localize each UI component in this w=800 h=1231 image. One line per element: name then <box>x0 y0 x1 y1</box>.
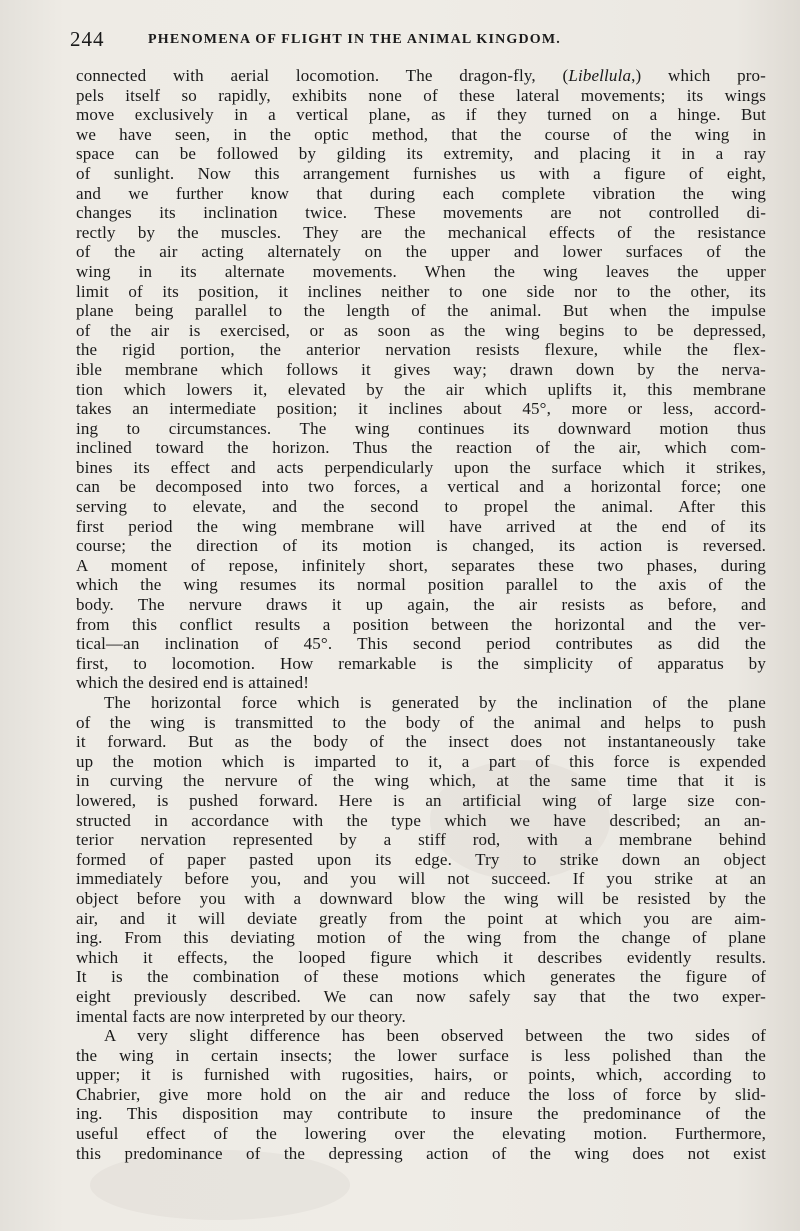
text-line: inclined toward the horizon. Thus the reaction of the air, which com- <box>76 438 766 458</box>
text-line: move exclusively in a vertical plane, as if they turned on a hinge. But <box>76 105 766 125</box>
text-line: air, and it will deviate greatly from the point at which you are aim- <box>76 908 766 928</box>
text-line: tion which lowers it, elevated by the air which uplifts it, this membrane <box>76 379 766 399</box>
text-line: in curving the nervure of the wing which, at the same time that it is <box>76 771 766 791</box>
text-line: object before you with a downward blow the wing will be resisted by the <box>76 888 766 908</box>
text-line: the wing in certain insects; the lower surface is less polished than the <box>76 1045 766 1065</box>
text-line: structed in accordance with the type which we have described; an an- <box>76 810 766 830</box>
body-text <box>76 66 766 1163</box>
text-line: of sunlight. Now this arrangement furnishes us with a figure of eight, <box>76 163 766 183</box>
italic-genus-name: Libellula <box>568 66 632 85</box>
text-line: ing. From this deviating motion of the wing from the change of plane <box>76 928 766 948</box>
text-line: bines its effect and acts perpendicularly upon the surface which it strikes, <box>76 457 766 477</box>
text-line: course; the direction of its motion is changed, its action is reversed. <box>76 536 766 556</box>
text-line: first, to locomotion. How remarkable is the simplicity of apparatus by <box>76 653 766 673</box>
page-number: 244 <box>70 27 105 51</box>
text-line: wing in its alternate movements. When the wing leaves the upper <box>76 261 766 281</box>
text-line: from this conflict results a position between the horizontal and the ver- <box>76 614 766 634</box>
text-line: formed of paper pasted upon its edge. Try to strike down an object <box>76 849 766 869</box>
text-line: which the wing resumes its normal position parallel to the axis of the <box>76 575 766 595</box>
text-line: lowered, is pushed forward. Here is an artificial wing of large size con- <box>76 790 766 810</box>
text-line: A moment of repose, infinitely short, separates these two phases, during <box>76 555 766 575</box>
text-line: of the air acting alternately on the upper and lower surfaces of the <box>76 242 766 262</box>
text-line: Chabrier, give more hold on the air and reduce the loss of force by slid- <box>76 1084 766 1104</box>
page-header <box>70 27 770 57</box>
text-line: space can be followed by gilding its extremity, and placing it in a ray <box>76 144 766 164</box>
text-line: serving to elevate, and the second to propel the animal. After this <box>76 497 766 517</box>
text-line: of the air is exercised, or as soon as the wing begins to be depressed, <box>76 320 766 340</box>
text-line: terior nervation represented by a stiff rod, with a membrane behind <box>76 830 766 850</box>
text-line: upper; it is furnished with rugosities, hairs, or points, which, according to <box>76 1065 766 1085</box>
text-line: of the wing is transmitted to the body of the animal and helps to push <box>76 712 766 732</box>
text-line: can be decomposed into two forces, a vertical and a horizontal force; one <box>76 477 766 497</box>
text-line: pels itself so rapidly, exhibits none of these lateral movements; its wings <box>76 85 766 105</box>
text-line: connected with aerial locomotion. The dragon-fly, (Libellula,) which pro- <box>76 66 766 85</box>
text-line: It is the combination of these motions which generates the figure of <box>76 967 766 987</box>
text-line: eight previously described. We can now safely say that the two exper- <box>76 986 766 1006</box>
text-line: limit of its position, it inclines neither to one side nor to the other, its <box>76 281 766 301</box>
text-line: ing. This disposition may contribute to insure the predominance of the <box>76 1104 766 1124</box>
text-line: up the motion which is imparted to it, a part of this force is expended <box>76 751 766 771</box>
text-line: we have seen, in the optic method, that the course of the wing in <box>76 124 766 144</box>
text-line: imental facts are now interpreted by our theory. <box>76 1006 406 1026</box>
text-line: body. The nervure draws it up again, the air resists as before, and <box>76 595 766 615</box>
running-title: PHENOMENA OF FLIGHT IN THE ANIMAL KINGDOM. <box>148 32 562 47</box>
text-line: changes its inclination twice. These movements are not controlled di- <box>76 203 766 223</box>
text-line: The horizontal force which is generated by the inclination of the plane <box>104 693 766 712</box>
text-line: the rigid portion, the anterior nervation resists flexure, while the flex- <box>76 340 766 360</box>
text-line: first period the wing membrane will have arrived at the end of its <box>76 516 766 536</box>
text-line: rectly by the muscles. They are the mechanical effects of the resistance <box>76 222 766 242</box>
text-line: which it effects, the looped figure which it describes evidently results. <box>76 947 766 967</box>
text-line: ing to circumstances. The wing continues its downward motion thus <box>76 418 766 438</box>
text-line: A very slight difference has been observed between the two sides of <box>104 1026 766 1046</box>
text-line: takes an intermediate position; it inclines about 45°, more or less, accord- <box>76 399 766 419</box>
text-line: useful effect of the lowering over the elevating motion. Furthermore, <box>76 1124 766 1144</box>
text-line: ible membrane which follows it gives way; drawn down by the nerva- <box>76 359 766 379</box>
text-line: immediately before you, and you will not succeed. If you strike at an <box>76 869 766 889</box>
text-line: it forward. But as the body of the insect does not instantaneously take <box>76 732 766 752</box>
text-line: plane being parallel to the length of the animal. But when the impulse <box>76 301 766 321</box>
text-line: and we further know that during each complete vibration the wing <box>76 183 766 203</box>
text-line: this predominance of the depressing action of the wing does not exist <box>76 1143 766 1163</box>
text-line: which the desired end is attained! <box>76 673 310 693</box>
text-line: tical—an inclination of 45°. This second period contributes as did the <box>76 634 766 654</box>
